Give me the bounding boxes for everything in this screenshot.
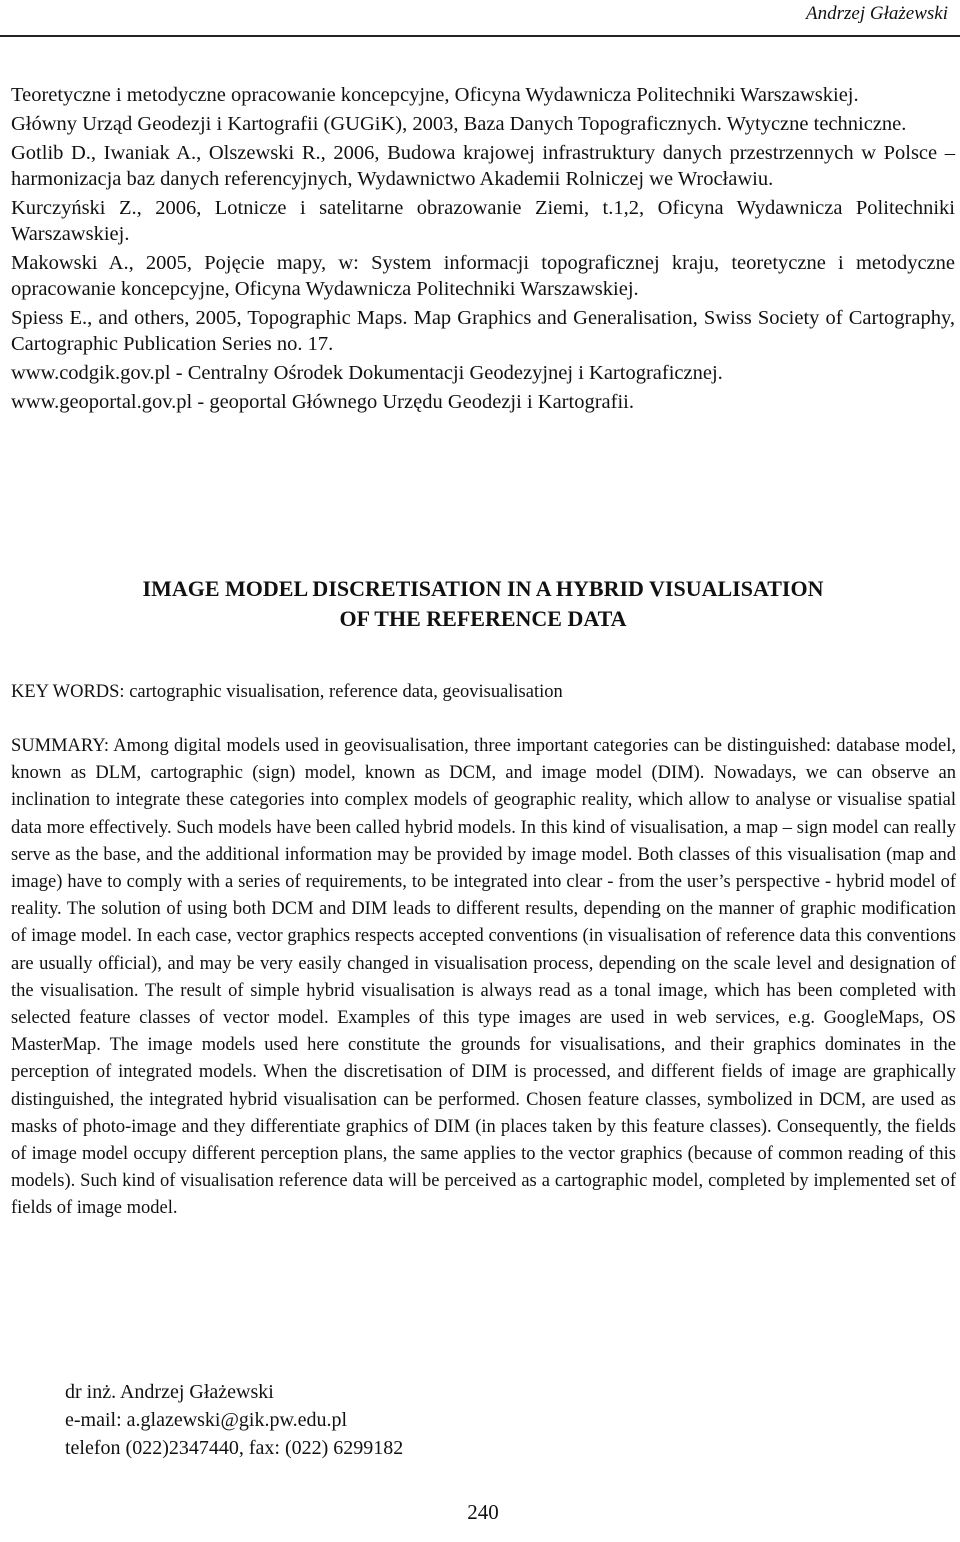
author-block <box>65 1378 403 1462</box>
running-header: Andrzej Głażewski <box>806 3 948 24</box>
reference-item: Spiess E., and others, 2005, Topographic Maps. Map Graphics and Generalisation, Swiss Society of Cartography, Cartographic Publication Series no. 17. <box>11 307 955 355</box>
page-number: 240 <box>467 1500 499 1524</box>
reference-item: Teoretyczne i metodyczne opracowanie koncepcyjne, Oficyna Wydawnicza Politechniki Warszawskiej. <box>11 84 859 106</box>
article-title <box>0 574 960 634</box>
reference-item: Kurczyński Z., 2006, Lotnicze i satelitarne obrazowanie Ziemi, t.1,2, Oficyna Wydawnicza Politechniki Warszawskiej. <box>11 197 955 245</box>
author-name: dr inż. Andrzej Głażewski <box>65 1381 274 1403</box>
summary-paragraph: SUMMARY: Among digital models used in geovisualisation, three important categories can be distinguished: database model, known as DLM, cartographic (sign) model, known as DCM, and image model (DIM). Nowadays, we can observe an inclination to integrate these categories into complex models of geographic reality, which allow to analyse or visualise spatial data more effectively. Such models have been called hybrid models. In this kind of visualisation, a map – sign model can really serve as the base, and the additional information may be provided by image model. Both classes of this visualisation (map and image) have to comply with a series of requirements, to be integrated into clear - from the user’s perspective - hybrid model of reality. The solution of using both DCM and DIM leads to different results, depending on the manner of graphic modification of image model. In each case, vector graphics respects accepted conventions (in visualisation of reference data this conventions are usually official), and may be very easily changed in visualisation process, depending on the scale level and designation of the visualisation. The result of simple hybrid visualisation is always read as a tonal image, which has been completed with selected feature classes of vector model. Examples of this type images are used in web services, e.g. GoogleMaps, OS MasterMap. The image models used here constitute the grounds for visualisations, and their graphics dominates in the perception of integrated models. When the discretisation of DIM is processed, and different fields of image are graphically distinguished, the integrated hybrid visualisation can be performed. Chosen feature classes, symbolized in DCM, are used as masks of photo-image and they differentiate graphics of DIM (in places taken by this feature classes). Consequently, the fields of image model occupy different perception plans, the same applies to the vector graphics (because of common reading of this models). Such kind of visualisation reference data will be perceived as a cartographic model, completed by implemented set of fields of image model. <box>11 736 956 1219</box>
title-line: OF THE REFERENCE DATA <box>339 606 627 631</box>
author-email: e-mail: a.glazewski@gik.pw.edu.pl <box>65 1409 348 1431</box>
reference-item: Główny Urząd Geodezji i Kartografii (GUGiK), 2003, Baza Danych Topograficznych. Wytyczne techniczne. <box>11 113 907 135</box>
reference-item: www.geoportal.gov.pl - geoportal Głównego Urzędu Geodezji i Kartografii. <box>11 391 634 413</box>
reference-item: www.codgik.gov.pl - Centralny Ośrodek Dokumentacji Geodezyjnej i Kartograficznej. <box>11 362 723 384</box>
reference-list <box>11 82 955 418</box>
reference-item: Gotlib D., Iwaniak A., Olszewski R., 2006, Budowa krajowej infrastruktury danych przestrzennych w Polsce – harmonizacja baz danych referencyjnych, Wydawnictwo Akademii Rolniczej we Wrocławiu. <box>11 142 955 190</box>
author-phone: telefon (022)2347440, fax: (022) 6299182 <box>65 1437 404 1459</box>
title-line: IMAGE MODEL DISCRETISATION IN A HYBRID VISUALISATION <box>142 576 824 601</box>
keywords: KEY WORDS: cartographic visualisation, reference data, geovisualisation <box>11 682 563 702</box>
reference-item: Makowski A., 2005, Pojęcie mapy, w: System informacji topograficznej kraju, teoretyczne i metodyczne opracowanie koncepcyjne, Oficyna Wydawnicza Politechniki Warszawskiej. <box>11 252 955 300</box>
header-divider <box>0 35 960 37</box>
